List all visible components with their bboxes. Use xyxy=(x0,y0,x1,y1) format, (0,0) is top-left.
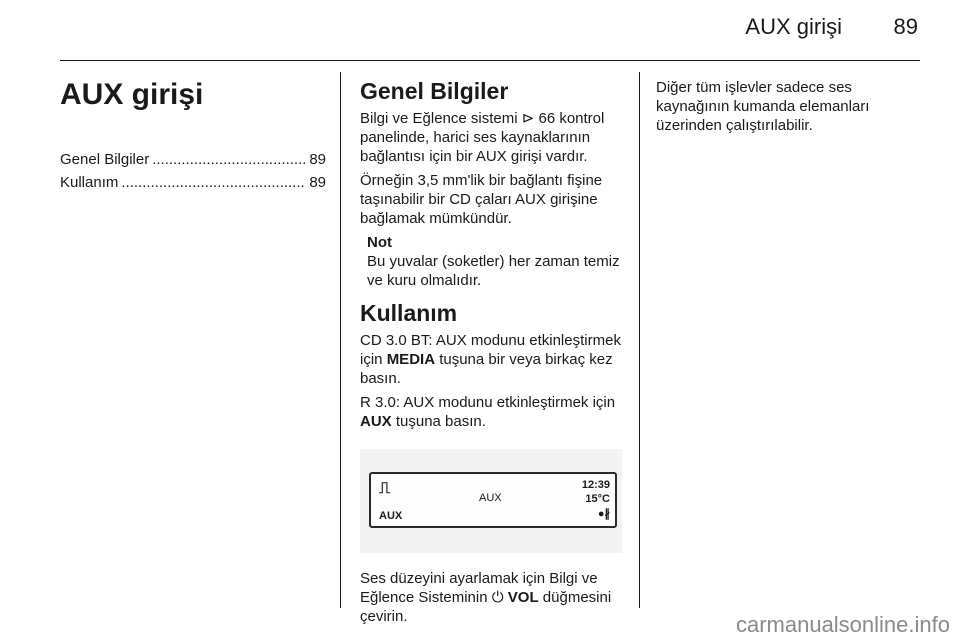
aux-key-label: AUX xyxy=(360,413,392,430)
right-column xyxy=(656,78,920,140)
toc-entry[interactable] xyxy=(60,148,326,171)
section-heading-usage: Kullanım xyxy=(360,300,458,326)
column-divider xyxy=(340,72,341,608)
bluetooth-icon: ●∦ xyxy=(597,508,610,520)
display-center-label: AUX xyxy=(479,492,502,504)
display-time: 12:39 xyxy=(581,479,610,491)
toc-entry-label: Kullanım xyxy=(60,174,119,191)
media-key-label: MEDIA xyxy=(386,351,436,368)
page-number: 89 xyxy=(893,14,918,39)
note-text: Bu yuvalar (soketler) her zaman temiz ve kuru olmalıdır. xyxy=(367,253,620,289)
usage-paragraph-3: Ses düzeyini ayarlamak için Bilgi ve Eğlence Sisteminin ⏻ VOL düğmesini çevirin. xyxy=(360,570,612,625)
watermark: carmanualsonline.info xyxy=(735,612,950,637)
main-column xyxy=(360,78,626,631)
usage-paragraph-2: R 3.0: AUX modunu etkinleştirmek için AUX tuşuna basın. xyxy=(360,394,616,430)
toc-entry-page: 89 xyxy=(309,174,326,191)
usage-paragraph-1: CD 3.0 BT: AUX modunu etkinleştirmek için MEDIA tuşuna bir veya birkaç kez basın. xyxy=(360,332,621,387)
note-heading: Not xyxy=(367,234,392,251)
display-temperature: 15°C xyxy=(585,493,610,505)
toc-leader xyxy=(152,148,306,171)
chapter-title: AUX girişi xyxy=(60,78,204,111)
vol-key-label: VOL xyxy=(507,589,539,606)
toc-leader xyxy=(121,171,306,194)
radio-display xyxy=(369,472,617,528)
reference-arrow-icon[interactable]: ⊳ xyxy=(521,110,535,127)
power-knob-icon: ⏻ xyxy=(491,589,504,606)
display-illustration xyxy=(360,449,622,553)
general-paragraph-2: Örneğin 3,5 mm'lik bir bağlantı fişine taşınabilir bir CD çaları AUX girişine bağlamak mümkündür. xyxy=(360,172,603,227)
toc-entry[interactable] xyxy=(60,171,326,194)
toc-entry-label: Genel Bilgiler xyxy=(60,151,150,168)
aux-plug-icon: ⎍ xyxy=(379,480,391,497)
right-paragraph: Diğer tüm işlevler sadece ses kaynağının kumanda elemanları üzerinden çalıştırılabilir. xyxy=(656,79,870,134)
toc-column xyxy=(60,78,326,194)
note-block xyxy=(360,233,626,290)
general-paragraph-1: Bilgi ve Eğlence sistemi ⊳ 66 kontrol panelinde, harici ses kaynaklarının bağlantısı için bir AUX girişi vardır. xyxy=(360,110,605,165)
section-heading-general: Genel Bilgiler xyxy=(360,78,509,104)
display-source-label: AUX xyxy=(379,510,403,522)
header-title: AUX girişi xyxy=(745,14,842,39)
toc-entry-page: 89 xyxy=(309,151,326,168)
header-rule xyxy=(60,60,920,61)
column-divider xyxy=(639,72,640,608)
